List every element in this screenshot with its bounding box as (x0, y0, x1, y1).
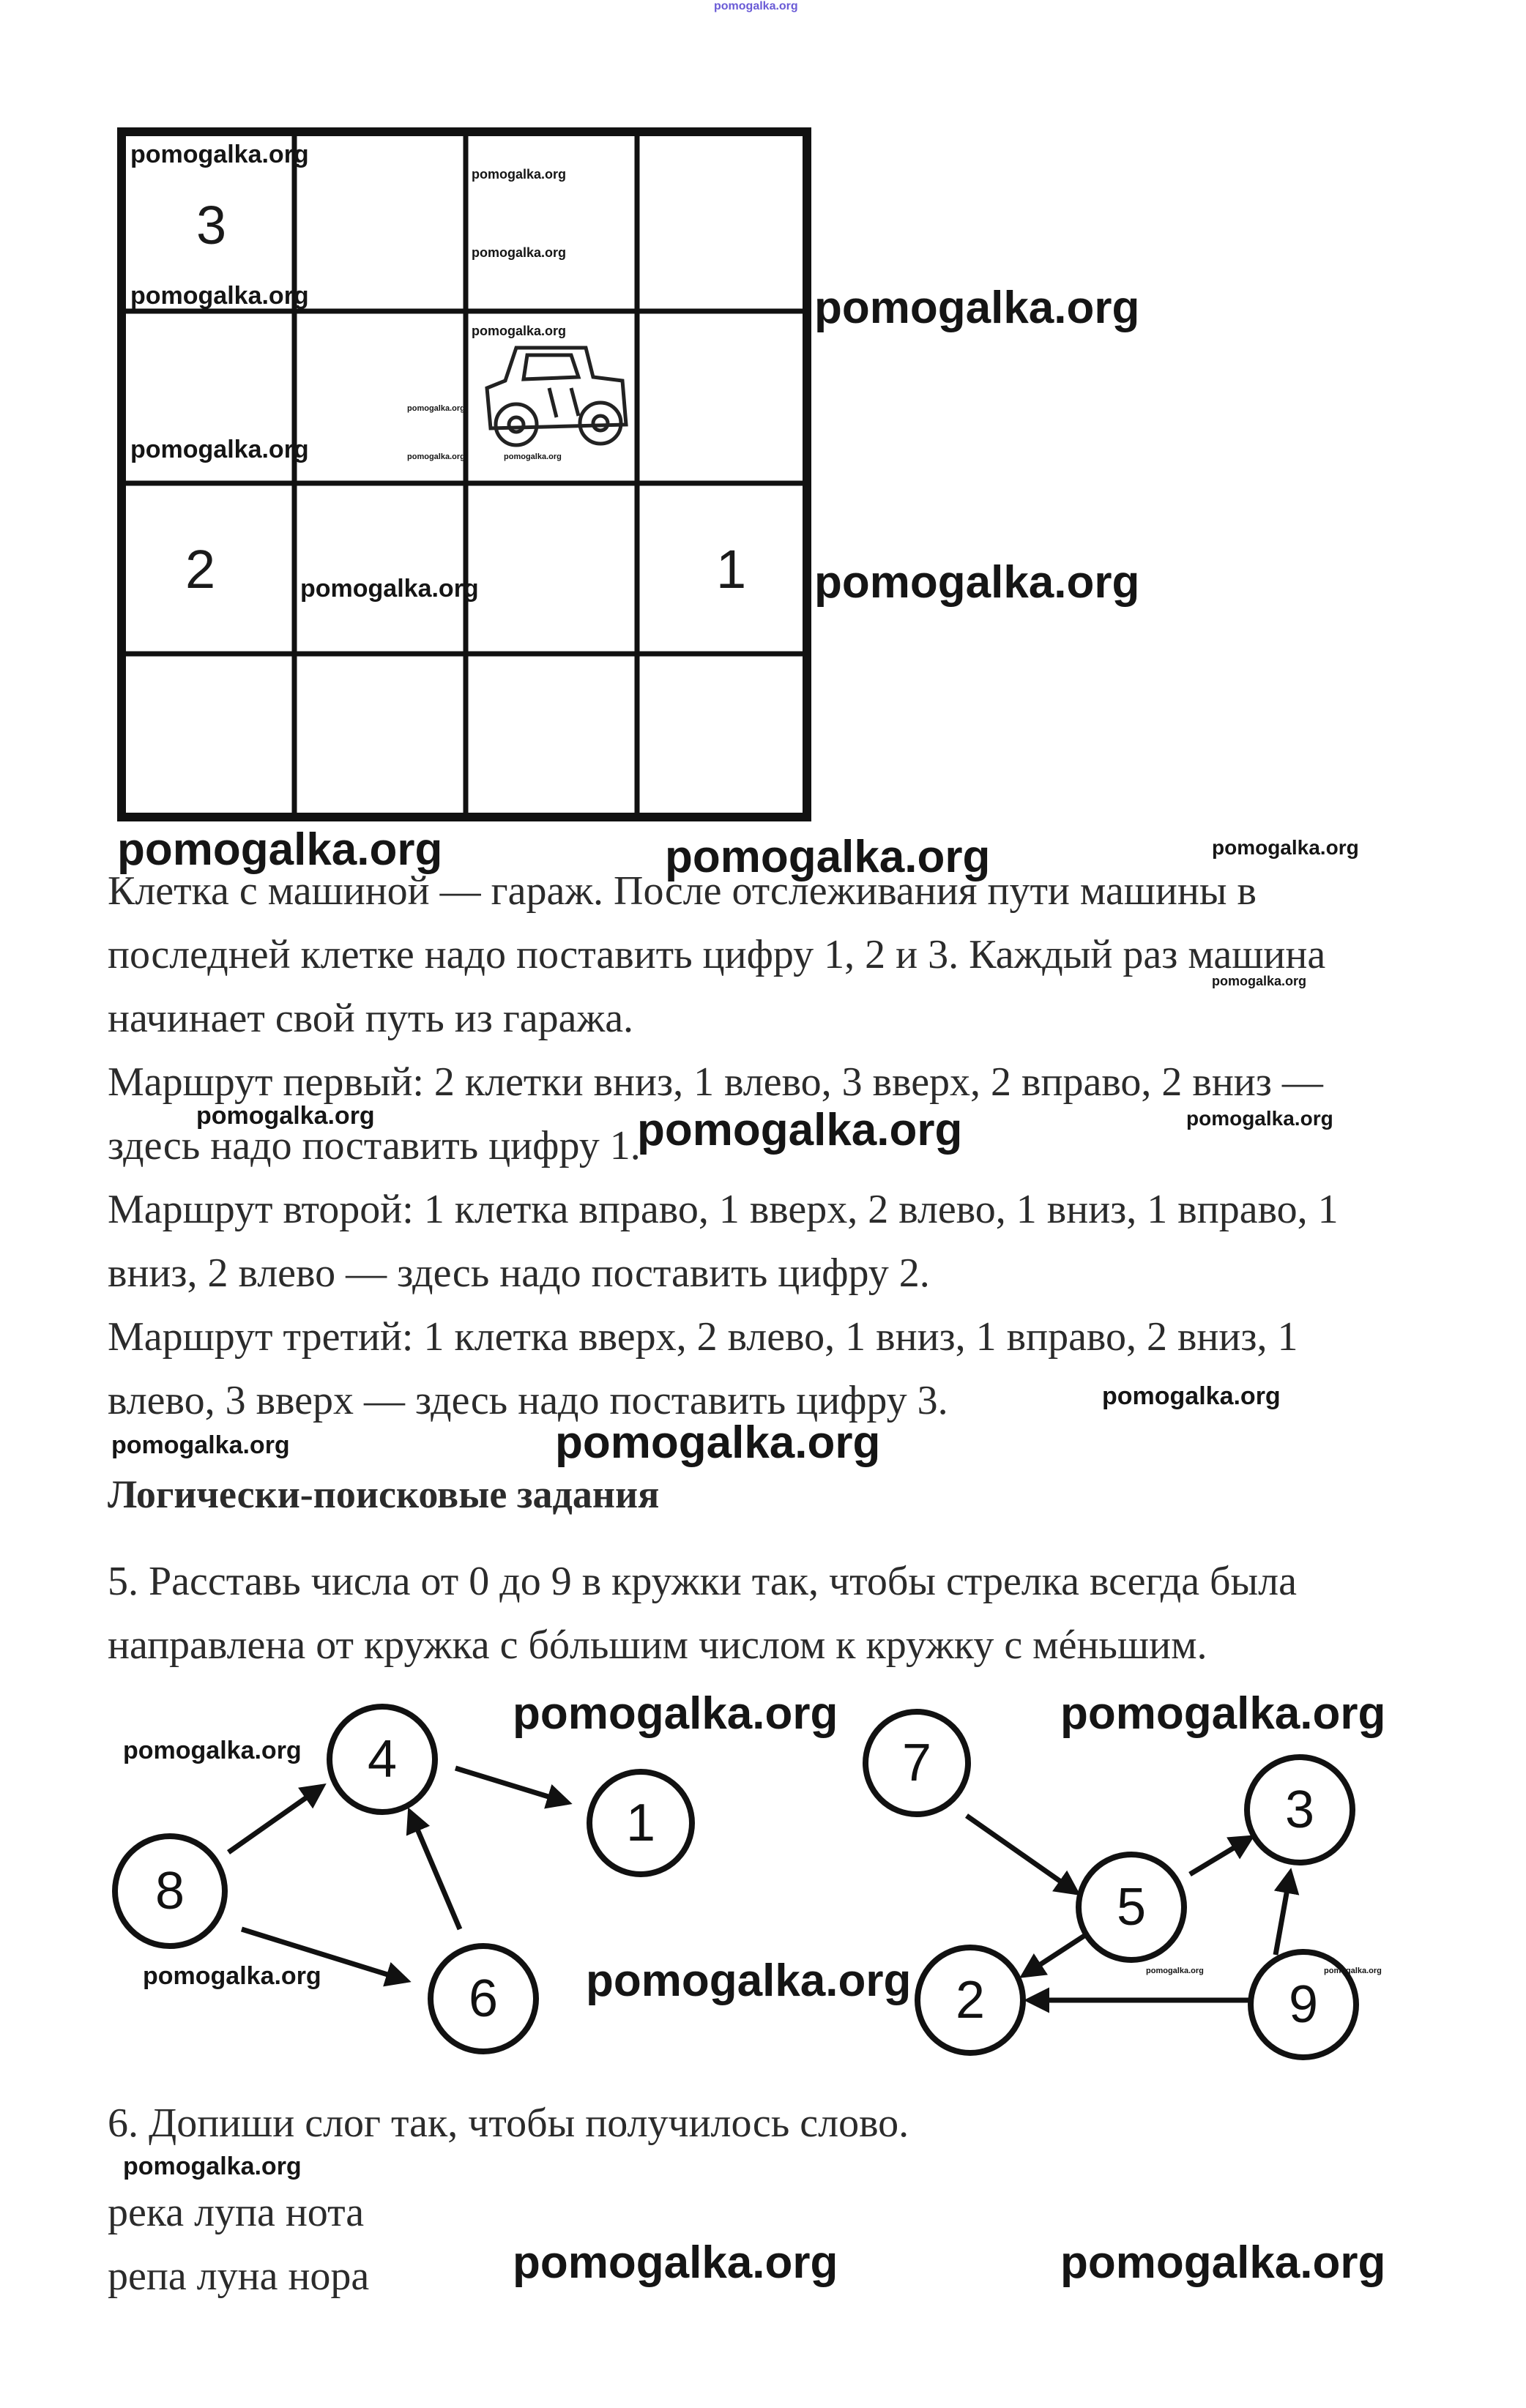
grid-number-1: 1 (716, 539, 747, 600)
watermark[interactable]: pomogalka.org (300, 575, 479, 603)
arrow-4-to-1 (455, 1768, 567, 1803)
watermark[interactable]: pomogalka.org (555, 1417, 881, 1468)
node-4-label: 4 (367, 1730, 398, 1789)
watermark[interactable]: pomogalka.org (1060, 1688, 1386, 1739)
node-6-label: 6 (468, 1969, 499, 2028)
watermark[interactable]: pomogalka.org (513, 1688, 838, 1739)
watermark[interactable]: pomogalka.org (117, 824, 443, 875)
watermark[interactable]: pomogalka.org (586, 1956, 912, 2006)
grid-number-2: 2 (185, 539, 216, 600)
watermark[interactable]: pomogalka.org (472, 245, 567, 260)
task-text-line: вниз, 2 влево — здесь надо поставить цифру 2. (108, 1250, 930, 1296)
car-icon (487, 348, 626, 445)
task5-line: 5. Расставь числа от 0 до 9 в кружки так, чтобы стрелка всегда была (108, 1559, 1297, 1604)
section-heading: Логически-поисковые задания (108, 1472, 660, 1516)
node-1-label: 1 (625, 1794, 656, 1852)
watermark[interactable]: pomogalka.org (472, 324, 567, 338)
task-text-line: Маршрут третий: 1 клетка вверх, 2 влево, 1 вниз, 1 вправо, 2 вниз, 1 (108, 1314, 1298, 1360)
watermark[interactable]: pomogalka.org (814, 557, 1140, 608)
watermark[interactable]: pomogalka.org (1186, 1107, 1333, 1130)
task-text-line: последней клетке надо поставить цифру 1, 2 и 3. Каждый раз машина (108, 932, 1326, 977)
node-8-label: 8 (155, 1862, 185, 1920)
task-text-line: начинает свой путь из гаража. (108, 996, 634, 1041)
watermark[interactable]: pomogalka.org (513, 2237, 838, 2288)
arrow-7-to-5 (967, 1816, 1076, 1893)
watermark[interactable]: pomogalka.org (123, 2152, 302, 2180)
watermark[interactable]: pomogalka.org (1146, 1967, 1204, 1975)
node-9-label: 9 (1288, 1975, 1319, 2034)
grid-lines (0, 0, 820, 827)
watermark[interactable]: pomogalka.org (665, 832, 991, 882)
arrow-5-to-2 (1024, 1931, 1091, 1975)
watermark[interactable]: pomogalka.org (130, 141, 309, 168)
arrow-5-to-3 (1190, 1838, 1251, 1874)
watermark[interactable]: pomogalka.org (1212, 836, 1359, 859)
grid-number-3: 3 (196, 195, 227, 256)
watermark[interactable]: pomogalka.org (123, 1737, 302, 1764)
watermark[interactable]: pomogalka.org (111, 1431, 290, 1459)
watermark[interactable]: pomogalka.org (1060, 2237, 1386, 2288)
watermark[interactable]: pomogalka.org (130, 436, 309, 463)
watermark[interactable]: pomogalka.org (407, 452, 465, 461)
task6-answer-row: репа луна нора (108, 2254, 370, 2299)
site-label[interactable]: pomogalka.org (714, 0, 798, 12)
task-text-line: Маршрут первый: 2 клетки вниз, 1 влево, 3 вверх, 2 вправо, 2 вниз — (108, 1059, 1323, 1105)
watermark[interactable]: pomogalka.org (472, 167, 567, 182)
node-7-label: 7 (901, 1734, 932, 1792)
watermark[interactable]: pomogalka.org (814, 283, 1140, 333)
watermark[interactable]: pomogalka.org (1324, 1967, 1382, 1975)
node-3-label: 3 (1284, 1781, 1315, 1839)
watermark[interactable]: pomogalka.org (1102, 1382, 1281, 1410)
task-text-line: здесь надо поставить цифру 1. (108, 1123, 641, 1168)
task-text-line: Маршрут второй: 1 клетка вправо, 1 вверх, 2 влево, 1 вниз, 1 вправо, 1 (108, 1187, 1339, 1232)
node-2-label: 2 (955, 1971, 986, 2029)
watermark[interactable]: pomogalka.org (196, 1102, 375, 1130)
arrow-8-to-4 (228, 1786, 322, 1852)
watermark[interactable]: pomogalka.org (407, 404, 465, 413)
watermark[interactable]: pomogalka.org (637, 1105, 963, 1155)
task-text-line: Клетка с машиной — гараж. После отслеживания пути машины в (108, 868, 1257, 914)
task5-line: направлена от кружка с бóльшим числом к кружку с мéньшим. (108, 1622, 1207, 1668)
arrow-9-to-3 (1276, 1873, 1290, 1955)
watermark[interactable]: pomogalka.org (130, 282, 309, 310)
watermark[interactable]: pomogalka.org (504, 452, 562, 461)
task-text-line: влево, 3 вверх — здесь надо поставить цифру 3. (108, 1378, 948, 1423)
task6-answer-row: река лупа нота (108, 2190, 365, 2235)
watermark[interactable]: pomogalka.org (1212, 974, 1307, 988)
node-5-label: 5 (1116, 1878, 1147, 1937)
task6-line: 6. Допиши слог так, чтобы получилось слово. (108, 2101, 909, 2146)
watermark[interactable]: pomogalka.org (143, 1962, 321, 1990)
arrow-6-to-4 (410, 1812, 460, 1929)
